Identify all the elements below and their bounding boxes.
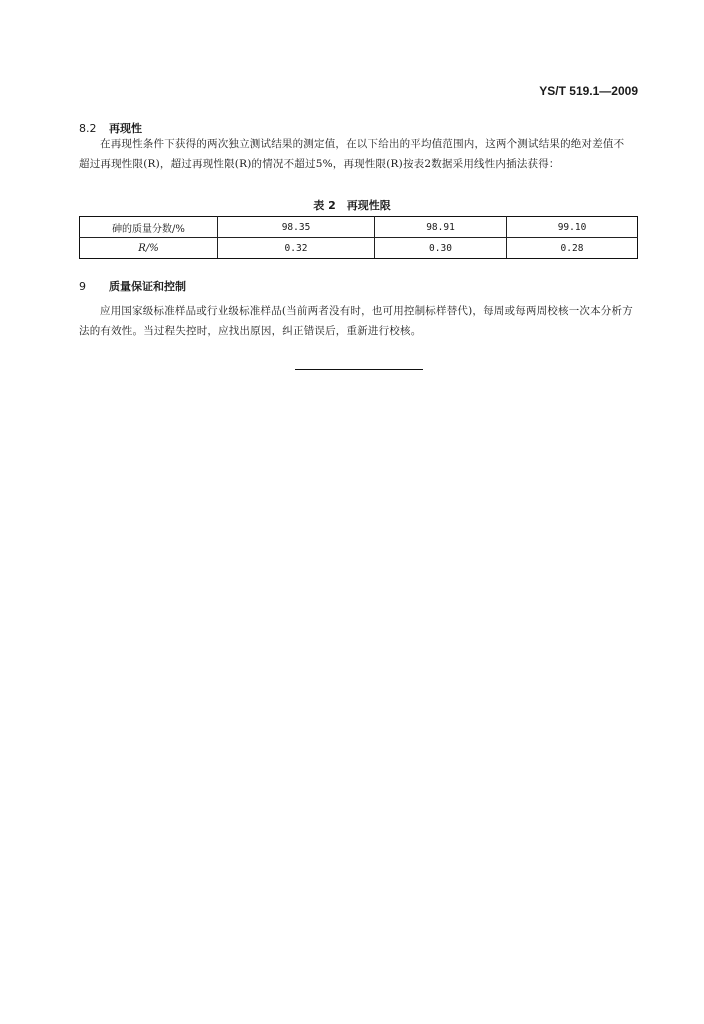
section-number: 9 <box>79 280 86 293</box>
table-cell: 0.28 <box>507 238 638 259</box>
section-9-heading <box>79 278 186 294</box>
table-cell: 0.32 <box>218 238 375 259</box>
table-caption: 表 2 再现性限 <box>313 199 391 212</box>
row-label: 砷的质量分数/% <box>80 217 218 238</box>
table-cell: 99.10 <box>507 217 638 238</box>
reproducibility-table <box>79 216 638 259</box>
section-8-2-paragraph: 在再现性条件下获得的两次独立测试结果的测定值，在以下给出的平均值范围内，这两个测试结果的绝对差值不超过再现性限(R)，超过再现性限(R)的情况不超过5%，再现性限(R)按表2数据采用线性内插法获得： <box>79 138 625 170</box>
section-title: 再现性 <box>109 122 142 135</box>
section-9-paragraph: 应用国家级标准样品或行业级标准样品(当前两者没有时，也可用控制标样替代)，每周或每两周校核一次本分析方法的有效性。当过程失控时，应找出原因，纠正错误后，重新进行校核。 <box>79 305 633 337</box>
table-row <box>80 238 638 259</box>
table-cell: 98.91 <box>375 217 507 238</box>
table-cell: 0.30 <box>375 238 507 259</box>
table-cell: 98.35 <box>218 217 375 238</box>
standard-code: YS/T 519.1—2009 <box>539 84 638 98</box>
row-label: R/% <box>80 238 218 259</box>
table-row <box>80 217 638 238</box>
section-title: 质量保证和控制 <box>109 280 186 293</box>
end-rule <box>295 369 423 370</box>
section-number: 8.2 <box>79 122 97 135</box>
